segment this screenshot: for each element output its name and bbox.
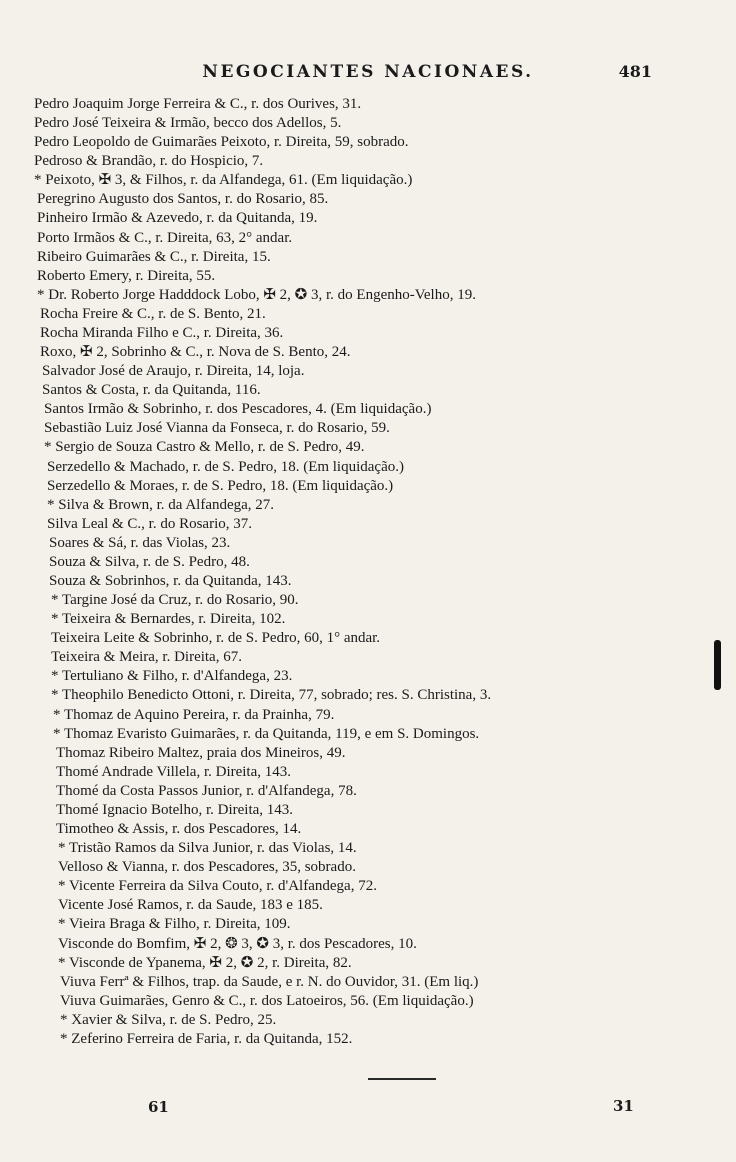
merchant-entry: Serzedello & Moraes, r. de S. Pedro, 18. (Em liquidação.) <box>47 477 394 494</box>
ink-blot <box>714 640 721 690</box>
merchant-entry: * Tristão Ramos da Silva Junior, r. das Violas, 14. <box>58 840 357 857</box>
merchant-entry: Thomaz Ribeiro Maltez, praia dos Mineiros, 49. <box>56 744 346 761</box>
merchant-entry: * Xavier & Silva, r. de S. Pedro, 25. <box>60 1011 277 1028</box>
page-header <box>0 62 736 86</box>
merchant-entry: * Dr. Roberto Jorge Hadddock Lobo, ✠ 2, ✪ 3, r. do Engenho-Velho, 19. <box>37 286 476 303</box>
merchant-entry: Souza & Sobrinhos, r. da Quitanda, 143. <box>49 573 292 589</box>
page-title: NEGOCIANTES NACIONAES. <box>202 62 534 82</box>
merchant-entry: * Tertuliano & Filho, r. d'Alfandega, 23. <box>51 668 293 685</box>
merchant-entry: Pedro José Teixeira & Irmão, becco dos Adellos, 5. <box>34 115 342 132</box>
merchant-entry: Pedroso & Brandão, r. do Hospicio, 7. <box>34 153 264 170</box>
merchant-entry: Soares & Sá, r. das Violas, 23. <box>49 534 231 551</box>
merchant-entry: Roxo, ✠ 2, Sobrinho & C., r. Nova de S. Bento, 24. <box>40 344 351 361</box>
merchant-entry: Ribeiro Guimarães & C., r. Direita, 15. <box>37 248 271 265</box>
merchant-entry: * Thomaz Evaristo Guimarães, r. da Quitanda, 119, e em S. Domingos. <box>53 725 480 742</box>
signature-mark-left: 61 <box>148 1098 169 1116</box>
merchant-entry: * Vieira Braga & Filho, r. Direita, 109. <box>58 916 291 933</box>
merchant-entry: Rocha Freire & C., r. de S. Bento, 21. <box>40 305 266 322</box>
merchant-entry: Teixeira & Meira, r. Direita, 67. <box>51 649 242 666</box>
merchant-entry: * Teixeira & Bernardes, r. Direita, 102. <box>51 611 286 628</box>
merchant-entry: * Silva & Brown, r. da Alfandega, 27. <box>47 496 275 513</box>
merchant-entry: Roberto Emery, r. Direita, 55. <box>37 267 216 284</box>
merchant-entry: * Vicente Ferreira da Silva Couto, r. d'Alfandega, 72. <box>58 878 377 895</box>
merchant-entry: Thomé da Costa Passos Junior, r. d'Alfandega, 78. <box>56 782 357 799</box>
merchant-entry: Timotheo & Assis, r. dos Pescadores, 14. <box>56 821 302 838</box>
signature-mark-right: 31 <box>613 1097 634 1115</box>
merchant-entry: * Zeferino Ferreira de Faria, r. da Quitanda, 152. <box>60 1030 353 1047</box>
merchant-entry: * Visconde de Ypanema, ✠ 2, ✪ 2, r. Direita, 82. <box>58 954 352 971</box>
merchant-entry: Silva Leal & C., r. do Rosario, 37. <box>47 515 252 532</box>
merchant-entry: Pinheiro Irmão & Azevedo, r. da Quitanda, 19. <box>37 210 318 227</box>
merchant-entry: Santos & Costa, r. da Quitanda, 116. <box>42 382 261 399</box>
merchant-entry: Porto Irmãos & C., r. Direita, 63, 2° andar. <box>37 229 293 246</box>
merchant-entry: Rocha Miranda Filho e C., r. Direita, 36. <box>40 324 284 341</box>
merchant-entry: Santos Irmão & Sobrinho, r. dos Pescadores, 4. (Em liquidação.) <box>44 401 432 418</box>
merchant-entry: Velloso & Vianna, r. dos Pescadores, 35, sobrado. <box>58 859 356 876</box>
page-number: 481 <box>618 62 652 81</box>
merchant-entry: Serzedello & Machado, r. de S. Pedro, 18. (Em liquidação.) <box>47 458 404 475</box>
merchant-entry: Visconde do Bomfim, ✠ 2, ❂ 3, ✪ 3, r. dos Pescadores, 10. <box>58 935 417 952</box>
merchant-entry: Sebastião Luiz José Vianna da Fonseca, r. do Rosario, 59. <box>44 420 390 437</box>
merchant-entry: Thomé Ignacio Botelho, r. Direita, 143. <box>56 801 294 818</box>
merchant-entry: * Sergio de Souza Castro & Mello, r. de S. Pedro, 49. <box>44 439 365 456</box>
merchant-entry: Teixeira Leite & Sobrinho, r. de S. Pedro, 60, 1° andar. <box>51 630 381 647</box>
merchant-entry: Souza & Silva, r. de S. Pedro, 48. <box>49 553 250 570</box>
closing-rule <box>368 1078 436 1080</box>
merchant-entry: Pedro Joaquim Jorge Ferreira & C., r. dos Ourives, 31. <box>34 96 362 112</box>
merchant-entry: * Peixoto, ✠ 3, & Filhos, r. da Alfandega, 61. (Em liquidação.) <box>34 172 413 189</box>
merchant-entry: Viuva Ferrª & Filhos, trap. da Saude, e r. N. do Ouvidor, 31. (Em liq.) <box>60 973 479 990</box>
merchant-entry: Pedro Leopoldo de Guimarães Peixoto, r. Direita, 59, sobrado. <box>34 134 409 151</box>
merchant-entry: Viuva Guimarães, Genro & C., r. dos Latoeiros, 56. (Em liquidação.) <box>60 992 474 1009</box>
merchant-entry: Thomé Andrade Villela, r. Direita, 143. <box>56 763 292 780</box>
merchant-entry: Peregrino Augusto dos Santos, r. do Rosario, 85. <box>37 191 329 208</box>
merchant-entry: * Thomaz de Aquino Pereira, r. da Prainha, 79. <box>53 706 335 723</box>
merchant-entry: Vicente José Ramos, r. da Saude, 183 e 185. <box>58 897 323 914</box>
merchant-entry: * Targine José da Cruz, r. do Rosario, 90. <box>51 592 299 609</box>
merchant-entry: Salvador José de Araujo, r. Direita, 14, loja. <box>42 363 305 380</box>
merchant-entry: * Theophilo Benedicto Ottoni, r. Direita, 77, sobrado; res. S. Christina, 3. <box>51 687 492 704</box>
